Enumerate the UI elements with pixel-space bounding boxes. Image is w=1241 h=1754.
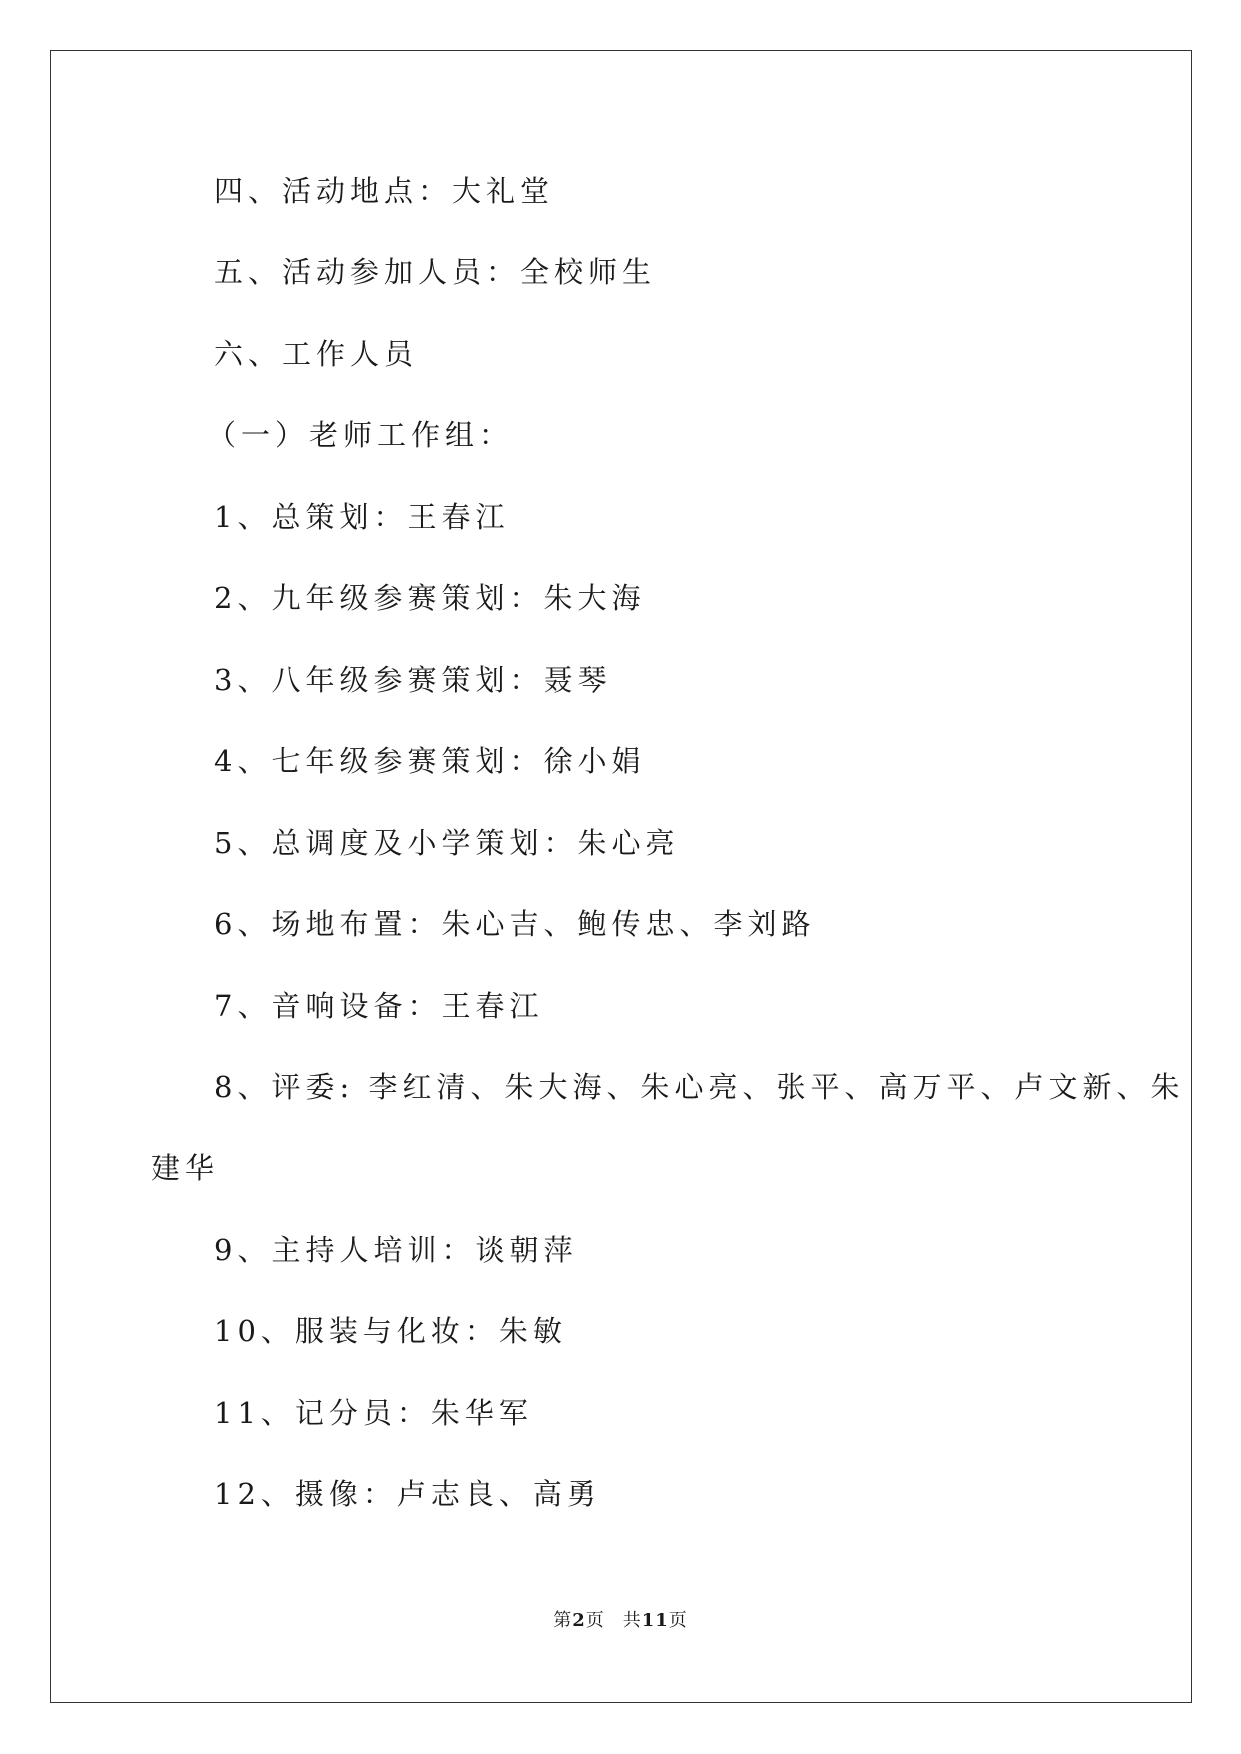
line-item-8-cont: 建华 xyxy=(151,1151,220,1185)
line-venue: 四、活动地点：大礼堂 xyxy=(214,174,555,208)
page-border xyxy=(50,50,1192,1703)
footer-total-prefix: 共 xyxy=(622,1610,642,1631)
line-item-3: 3、八年级参赛策划：聂琴 xyxy=(214,663,612,697)
footer-total-suffix: 页 xyxy=(668,1610,688,1631)
line-participants: 五、活动参加人员：全校师生 xyxy=(214,255,657,289)
line-item-8: 8、评委: 李红清、朱大海、朱心亮、张平、高万平、卢文新、朱 xyxy=(214,1070,1185,1104)
line-item-11: 11、记分员：朱华军 xyxy=(214,1396,533,1430)
page-footer xyxy=(0,1606,1241,1632)
line-staff-heading: 六、工作人员 xyxy=(214,337,419,371)
line-teacher-group: （一）老师工作组： xyxy=(207,418,514,452)
line-item-2: 2、九年级参赛策划：朱大海 xyxy=(214,581,646,615)
footer-total-pages: 11 xyxy=(641,1610,669,1631)
line-item-12: 12、摄像：卢志良、高勇 xyxy=(214,1477,601,1511)
line-item-5: 5、总调度及小学策划：朱心亮 xyxy=(214,826,680,860)
footer-page-number: 2 xyxy=(572,1610,586,1631)
line-item-1: 1、总策划：王春江 xyxy=(214,500,510,534)
footer-page-suffix: 页 xyxy=(585,1610,605,1631)
line-item-10: 10、服装与化妆：朱敏 xyxy=(214,1314,567,1348)
line-item-4: 4、七年级参赛策划：徐小娟 xyxy=(214,744,646,778)
line-item-6: 6、场地布置：朱心吉、鲍传忠、李刘路 xyxy=(214,907,816,941)
line-item-7: 7、音响设备：王春江 xyxy=(214,989,544,1023)
line-item-9: 9、主持人培训：谈朝萍 xyxy=(214,1233,578,1267)
footer-prefix: 第 xyxy=(553,1610,573,1631)
